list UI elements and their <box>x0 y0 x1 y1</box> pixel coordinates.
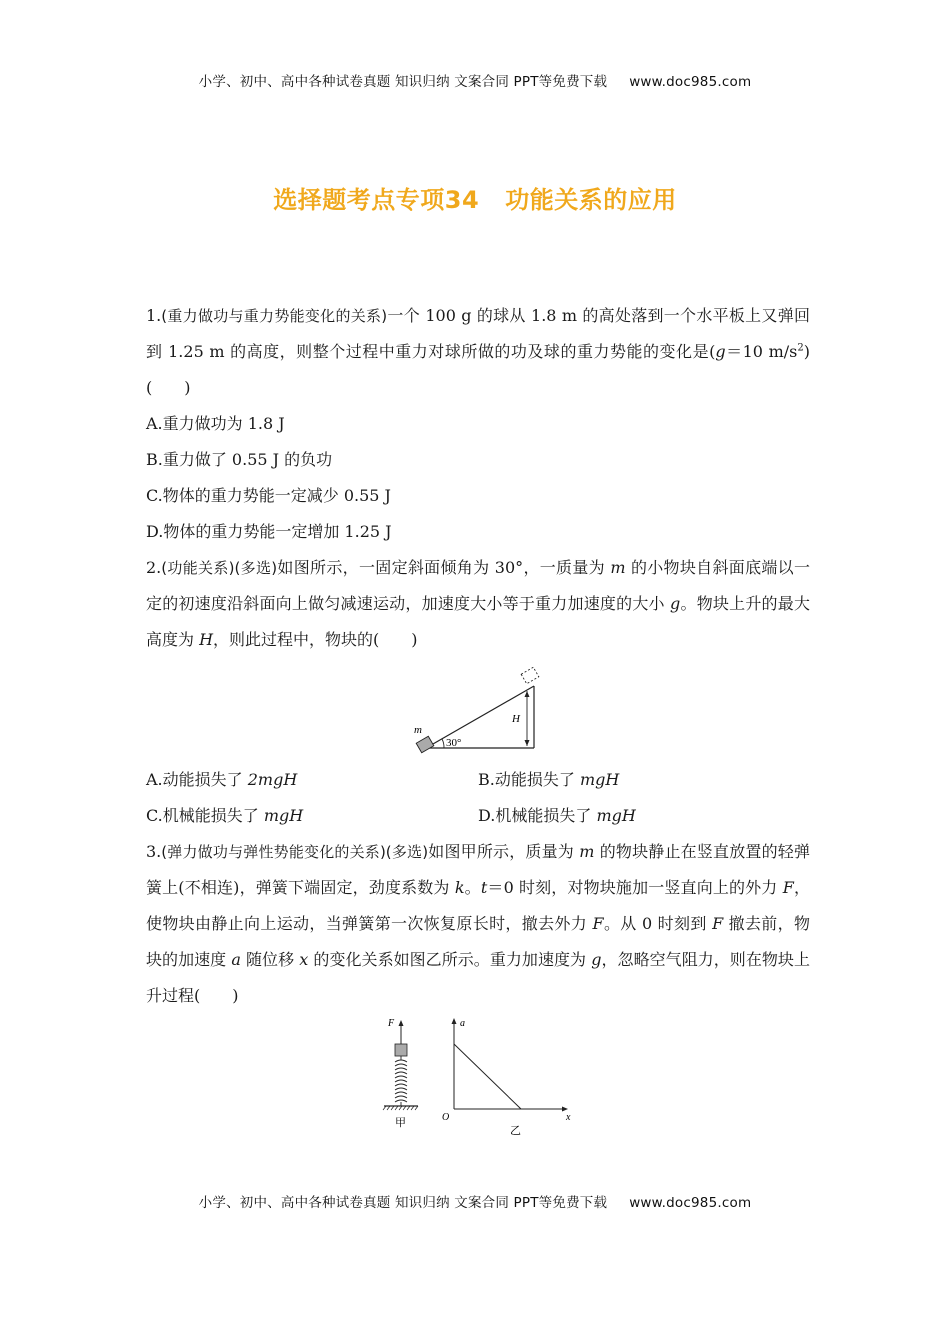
option: B.重力做了 0.55 J 的负功 <box>146 450 333 469</box>
x-label: x <box>566 1112 571 1123</box>
label-yi: 乙 <box>510 1124 521 1137</box>
option: A.动能损失了 2mgH <box>146 770 298 789</box>
force-arrow-head <box>399 1020 404 1026</box>
block-icon <box>416 736 434 753</box>
arrow-head-up <box>525 691 530 697</box>
question-1-stem: 1.(重力做功与重力势能变化的关系)一个 100 g 的球从 1.8 m 的高处落到一个水平板上又弹回到 1.25 m 的高度，则整个过程中重力对球所做的功及球的重力势能的变化是(g＝10 $m/s^2$)( ) <box>146 306 810 397</box>
spring-figure <box>146 1014 810 1144</box>
footer-banner <box>0 1191 950 1211</box>
a-x-line <box>454 1044 521 1109</box>
x-axis-arrow <box>562 1107 568 1112</box>
question-3-stem: 3.(弹力做功与弹性势能变化的关系)(多选)如图甲所示，质量为 m 的物块静止在竖直放置的轻弹簧上(不相连)，弹簧下端固定，劲度系数为 k。t＝0 时刻，对物块施加一竖直向上的外力 F，使物块由静止向上运动，当弹簧第一次恢复原长时，撤去外力 F。从 0 时刻到 F 撤去前，物块的加速度 a 随位移 x 的变化关系如图乙所示。重力加速度为 g，忽略空气阻力，则在物块上升过程( ) <box>146 842 810 1005</box>
page-title <box>0 180 950 215</box>
arrow-head-down <box>525 740 530 746</box>
question-2 <box>146 550 810 834</box>
question-1-tag: (重力做功与重力势能变化的关系) <box>161 307 388 325</box>
content <box>146 298 810 1144</box>
title-part2: 功能关系的应用 <box>505 186 677 214</box>
spring-icon <box>395 1056 407 1106</box>
force-label: F <box>388 1018 395 1029</box>
height-label: H <box>512 713 520 725</box>
banner-text: 小学、初中、高中各种试卷真题 知识归纳 文案合同 PPT等免费下载 <box>198 74 608 90</box>
option: B.动能损失了 mgH <box>478 770 620 789</box>
angle-label: 30° <box>446 737 462 749</box>
question-3 <box>146 834 810 1144</box>
dashed-block-icon <box>521 667 539 684</box>
title-part1: 选择题考点专项34 <box>273 186 480 214</box>
options-row-2 <box>146 798 810 834</box>
question-2-tag: (功能关系)(多选) <box>161 559 278 577</box>
header-banner <box>0 70 950 90</box>
option: D.物体的重力势能一定增加 1.25 J <box>146 522 392 541</box>
label-jia: 甲 <box>395 1116 406 1129</box>
question-1 <box>146 298 810 550</box>
question-2-stem: 2.(功能关系)(多选)如图所示，一固定斜面倾角为 30°，一质量为 m 的小物块自斜面底端以一定的初速度沿斜面向上做匀减速运动，加速度大小等于重力加速度的大小 g。物块上升的最大高度为 H，则此过程中，物块的( ) <box>146 558 810 649</box>
options-row-1 <box>146 762 810 798</box>
a-axis-arrow <box>452 1018 457 1024</box>
banner-url[interactable]: www.doc985.com <box>629 74 752 90</box>
incline-diagram <box>396 658 566 758</box>
banner-text: 小学、初中、高中各种试卷真题 知识归纳 文案合同 PPT等免费下载 <box>198 1195 608 1211</box>
spring-and-graph-diagram <box>376 1014 596 1142</box>
option: D.机械能损失了 mgH <box>478 806 636 825</box>
option: C.物体的重力势能一定减少 0.55 J <box>146 486 391 505</box>
banner-url[interactable]: www.doc985.com <box>629 1195 752 1211</box>
angle-arc <box>442 739 444 748</box>
a-label: a <box>460 1018 465 1029</box>
question-3-tag: (弹力做功与弹性势能变化的关系)(多选) <box>161 843 429 861</box>
block-icon <box>395 1044 407 1056</box>
incline-figure <box>146 658 810 762</box>
option: A.重力做功为 1.8 J <box>146 414 285 433</box>
mass-label: m <box>414 724 422 736</box>
origin-label: O <box>442 1112 450 1123</box>
option: C.机械能损失了 mgH <box>146 806 304 825</box>
